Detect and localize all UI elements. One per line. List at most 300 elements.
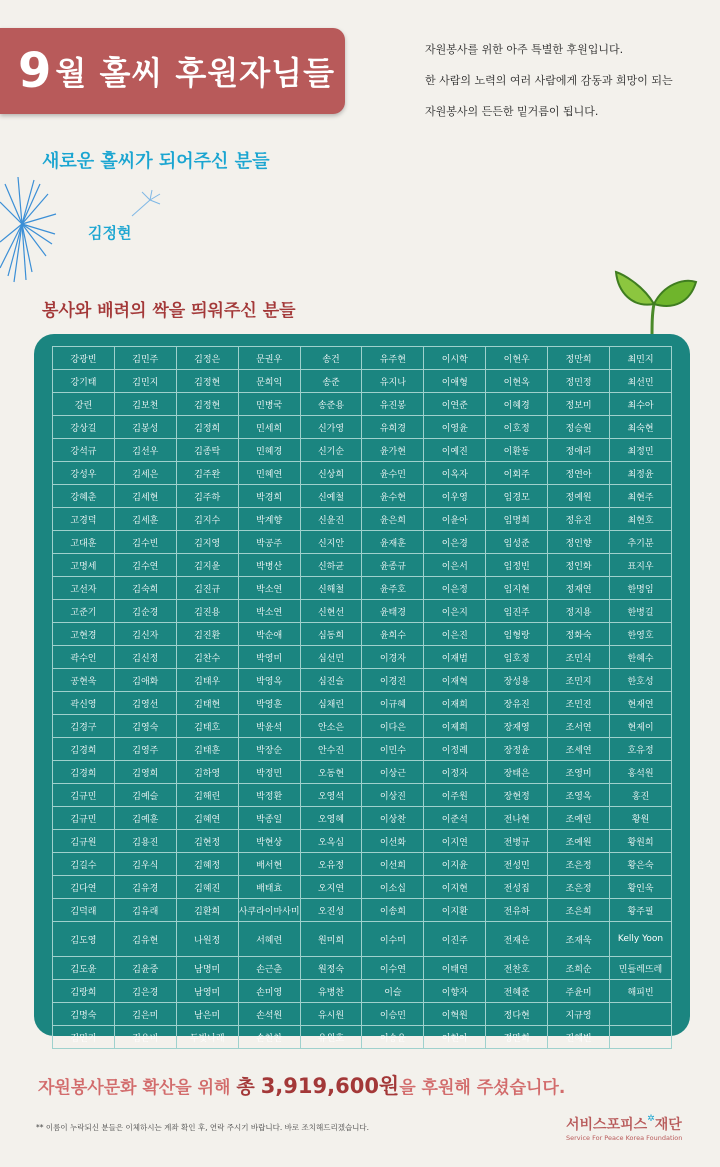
donor-name-cell: 조은정 <box>548 853 610 876</box>
donor-name-cell: 김경희 <box>53 761 115 784</box>
donor-name-cell: 신기순 <box>300 439 362 462</box>
donor-name-cell: 임정빈 <box>486 554 548 577</box>
donor-name-cell: 박현상 <box>238 830 300 853</box>
donor-name-cell: 이옥자 <box>424 462 486 485</box>
donor-name-cell: 김지수 <box>176 508 238 531</box>
donor-name-cell: 신가영 <box>300 416 362 439</box>
table-row <box>53 416 672 439</box>
donor-name-cell: 김영선 <box>114 692 176 715</box>
donor-name-cell: 조은정 <box>548 876 610 899</box>
donor-name-cell: 박영훈 <box>238 692 300 715</box>
donor-name-cell: 나원정 <box>176 922 238 957</box>
donor-name-cell: 김순경 <box>114 600 176 623</box>
intro-text <box>425 40 715 133</box>
donor-name-cell: 공현욱 <box>53 669 115 692</box>
donor-name-cell: 조희순 <box>548 957 610 980</box>
sprout-donors-heading: 봉사와 배려의 싹을 띄워주신 분들 <box>42 301 296 321</box>
donor-name-cell: 정승원 <box>548 416 610 439</box>
donor-name-cell: 이정자 <box>424 761 486 784</box>
donor-name-cell: 전병규 <box>486 830 548 853</box>
donor-name-cell: 김은경 <box>114 980 176 1003</box>
donor-name-cell: 박공주 <box>238 531 300 554</box>
donor-name-cell: 윤주호 <box>362 577 424 600</box>
new-donor-name: 김정현 <box>88 224 132 242</box>
table-row <box>53 957 672 980</box>
title-banner <box>0 28 345 114</box>
donor-name-cell: 이은지 <box>424 600 486 623</box>
logo-name: 서비스포피스 <box>566 1117 648 1133</box>
donor-name-cell: 김영주 <box>114 738 176 761</box>
donor-name-cell: 이혜경 <box>486 393 548 416</box>
donor-name-cell: 정민정 <box>548 370 610 393</box>
donor-name-cell: 신해철 <box>300 577 362 600</box>
donor-name-cell: 조예원 <box>548 830 610 853</box>
donor-name-cell: 조은희 <box>548 899 610 922</box>
donor-name-cell: 조민지 <box>548 669 610 692</box>
donor-name-cell <box>610 1003 672 1026</box>
donor-name-cell: 김진환 <box>176 623 238 646</box>
donor-name-cell: 손찬찬 <box>238 1026 300 1049</box>
donor-name-cell: 조민식 <box>548 646 610 669</box>
donor-name-cell: 문희익 <box>238 370 300 393</box>
table-row <box>53 600 672 623</box>
donor-name-cell: 김정희 <box>176 416 238 439</box>
donor-name-cell: 김정은 <box>176 347 238 370</box>
donor-name-cell: 정유진 <box>548 508 610 531</box>
donor-name-cell: 조세연 <box>548 738 610 761</box>
donor-name-cell: 정다현 <box>486 1003 548 1026</box>
donor-name-cell: 오지연 <box>300 876 362 899</box>
donor-name-cell: 이재혁 <box>424 669 486 692</box>
donor-name-cell: 김태현 <box>176 692 238 715</box>
donor-name-cell: 민혜연 <box>238 462 300 485</box>
donor-name-cell: 박종일 <box>238 807 300 830</box>
donor-name-cell: 오영혜 <box>300 807 362 830</box>
donor-name-cell: 이예진 <box>424 439 486 462</box>
donor-name-cell: 임진주 <box>486 600 548 623</box>
donor-name-cell: 장성용 <box>486 669 548 692</box>
donor-name-cell: 정만희 <box>548 347 610 370</box>
donor-name-cell: 이애형 <box>424 370 486 393</box>
total-emph: 총 <box>236 1076 255 1098</box>
donor-name-cell: 홍석원 <box>610 761 672 784</box>
table-row <box>53 393 672 416</box>
donor-name-cell: 신예철 <box>300 485 362 508</box>
donor-name-cell: 강혜춘 <box>53 485 115 508</box>
donor-name-cell: 주윤미 <box>548 980 610 1003</box>
donor-name-cell: 장현정 <box>486 784 548 807</box>
donor-name-cell: 이태연 <box>424 957 486 980</box>
donor-name-cell: 이현아 <box>424 1026 486 1049</box>
donor-name-cell: 이지연 <box>424 830 486 853</box>
donor-name-cell: 김길수 <box>53 853 115 876</box>
donor-name-table <box>52 346 672 1049</box>
donor-name-cell: 김선우 <box>114 439 176 462</box>
donor-name-cell: 임성준 <box>486 531 548 554</box>
donor-name-cell: 강광빈 <box>53 347 115 370</box>
donor-name-cell: 박소연 <box>238 577 300 600</box>
table-row <box>53 554 672 577</box>
donor-name-cell: 김수연 <box>114 554 176 577</box>
donor-name-cell: 김규원 <box>53 830 115 853</box>
donor-name-cell: 박윤석 <box>238 715 300 738</box>
donor-name-cell: 김민주 <box>114 347 176 370</box>
donor-name-cell: 박소연 <box>238 600 300 623</box>
donor-name-cell: 곽수인 <box>53 646 115 669</box>
donor-name-cell: 오진성 <box>300 899 362 922</box>
donor-name-cell: 이수연 <box>362 957 424 980</box>
donor-name-cell: Kelly Yoon <box>610 922 672 957</box>
table-row <box>53 439 672 462</box>
donor-name-cell: 이지윤 <box>424 853 486 876</box>
donor-name-cell: 이주원 <box>424 784 486 807</box>
donor-name-cell: 임형랑 <box>486 623 548 646</box>
donor-name-cell: 김정현 <box>176 393 238 416</box>
donor-name-cell: 이혁원 <box>424 1003 486 1026</box>
table-row <box>53 830 672 853</box>
donor-name-cell: 조영미 <box>548 761 610 784</box>
donor-name-cell: 이은경 <box>424 531 486 554</box>
donor-name-cell: 홍진 <box>610 784 672 807</box>
donor-name-cell: 김경희 <box>53 738 115 761</box>
donor-name-cell: 김도영 <box>53 922 115 957</box>
donor-name-cell: 호유정 <box>610 738 672 761</box>
donor-name-cell: 이호정 <box>486 416 548 439</box>
donor-name-cell: 고현경 <box>53 623 115 646</box>
intro-line-1: 자원봉사를 위한 아주 특별한 후원입니다. <box>425 43 624 56</box>
donor-name-cell: 조민진 <box>548 692 610 715</box>
donor-name-cell: 유병찬 <box>300 980 362 1003</box>
donor-name-cell: 이회주 <box>486 462 548 485</box>
donor-name-cell: 심채린 <box>300 692 362 715</box>
donor-name-cell: 문권우 <box>238 347 300 370</box>
donor-name-cell: 황원 <box>610 807 672 830</box>
donor-name-cell: 황주필 <box>610 899 672 922</box>
donor-name-cell: 김규민 <box>53 784 115 807</box>
donor-name-cell: 유원호 <box>300 1026 362 1049</box>
donor-name-cell: 김민지 <box>114 370 176 393</box>
donor-name-cell: 윤가현 <box>362 439 424 462</box>
donor-name-cell: 김해린 <box>176 784 238 807</box>
donor-name-cell: 배서현 <box>238 853 300 876</box>
donor-name-cell: 이현옥 <box>486 370 548 393</box>
donor-name-cell: 이상찬 <box>362 807 424 830</box>
new-donors-heading: 새로운 홀씨가 되어주신 분들 <box>42 151 270 172</box>
donor-name-cell: 한혜수 <box>610 646 672 669</box>
donor-name-cell: 신현선 <box>300 600 362 623</box>
donor-name-cell: 송준용 <box>300 393 362 416</box>
donor-name-cell: 유지나 <box>362 370 424 393</box>
donor-name-cell: 이선희 <box>362 853 424 876</box>
donor-name-cell: 윤은희 <box>362 508 424 531</box>
donor-name-cell: 유시원 <box>300 1003 362 1026</box>
donor-name-cell: 유주현 <box>362 347 424 370</box>
donor-name-cell: 안소은 <box>300 715 362 738</box>
table-row <box>53 922 672 957</box>
total-donation-text <box>38 1070 565 1100</box>
total-amount: 3,919,600원 <box>260 1074 400 1098</box>
donor-name-cell: 최현호 <box>610 508 672 531</box>
donor-name-cell: 오옥심 <box>300 830 362 853</box>
donor-name-cell: 오영석 <box>300 784 362 807</box>
donor-name-cell: 이향자 <box>424 980 486 1003</box>
donor-name-cell: 신윤진 <box>300 508 362 531</box>
donor-name-cell: 황은숙 <box>610 853 672 876</box>
donor-name-cell: 현재연 <box>610 692 672 715</box>
intro-line-2: 한 사람의 노력의 여러 사람에게 감동과 희망이 되는 <box>425 74 673 87</box>
donor-name-cell: 정만희 <box>486 1026 548 1049</box>
donor-name-cell: 이지환 <box>424 899 486 922</box>
donor-name-cell: 유희경 <box>362 416 424 439</box>
table-row <box>53 807 672 830</box>
donor-name-cell: 김유경 <box>114 876 176 899</box>
total-prefix: 자원봉사문화 확산을 위해 <box>38 1078 231 1098</box>
donor-name-cell: 이진주 <box>424 922 486 957</box>
donor-name-cell: 박장순 <box>238 738 300 761</box>
donor-name-cell: 남은미 <box>176 1003 238 1026</box>
donor-name-cell: 고경덕 <box>53 508 115 531</box>
donor-name-cell: 한영호 <box>610 623 672 646</box>
donor-name-cell: 심동희 <box>300 623 362 646</box>
donor-name-cell: 이우영 <box>424 485 486 508</box>
donor-name-cell: 김혜진 <box>176 876 238 899</box>
donor-name-cell: 사쿠라이마사미 <box>238 899 300 922</box>
donor-name-cell: 정애리 <box>548 439 610 462</box>
donor-name-cell: 최선민 <box>610 370 672 393</box>
table-row <box>53 692 672 715</box>
donor-name-cell: 이선화 <box>362 830 424 853</box>
table-row <box>53 531 672 554</box>
donor-name-cell: 오동현 <box>300 761 362 784</box>
donor-name-cell: 정인화 <box>548 554 610 577</box>
donor-name-cell: 이재희 <box>424 692 486 715</box>
donor-name-cell: 전혜준 <box>486 980 548 1003</box>
foundation-logo <box>566 1114 682 1142</box>
donor-name-cell: 정연아 <box>548 462 610 485</box>
donor-name-cell: 김진용 <box>176 600 238 623</box>
donor-name-cell: 남영미 <box>176 980 238 1003</box>
donor-name-cell: 윤재훈 <box>362 531 424 554</box>
donor-name-cell: 서혜련 <box>238 922 300 957</box>
table-row <box>53 1003 672 1026</box>
donor-name-cell: 표지우 <box>610 554 672 577</box>
donor-name-cell: 김명숙 <box>53 1003 115 1026</box>
sprout-icon <box>612 264 702 344</box>
donor-name-cell: 박정민 <box>238 761 300 784</box>
donor-name-cell: 김신자 <box>114 623 176 646</box>
table-row <box>53 738 672 761</box>
donor-name-cell: 김주하 <box>176 485 238 508</box>
donor-name-cell: 이수미 <box>362 922 424 957</box>
donor-name-cell: 이현우 <box>486 347 548 370</box>
footnote: ** 이름이 누락되신 분들은 이체하시는 계좌 확인 후, 연락 주시기 바랍니다. 바로 조치해드리겠습니다. <box>36 1123 370 1132</box>
donor-name-cell: 송준 <box>300 370 362 393</box>
donor-name-cell: 진혜빈 <box>548 1026 610 1049</box>
donor-name-cell: 이민수 <box>362 738 424 761</box>
donor-name-cell: 정예원 <box>548 485 610 508</box>
donor-name-cell: 김보천 <box>114 393 176 416</box>
donor-name-cell: 최정윤 <box>610 462 672 485</box>
donor-name-cell: 이송희 <box>362 899 424 922</box>
donor-name-cell: 김주완 <box>176 462 238 485</box>
donor-name-cell: 김예훈 <box>114 807 176 830</box>
donor-name-cell: 박영미 <box>238 646 300 669</box>
donor-name-cell: 이은진 <box>424 623 486 646</box>
donor-name-cell: 이윤아 <box>424 508 486 531</box>
table-row <box>53 508 672 531</box>
donor-name-cell: 한호성 <box>610 669 672 692</box>
donor-name-cell: 윤수민 <box>362 462 424 485</box>
donor-name-cell: 박병산 <box>238 554 300 577</box>
donor-name-cell: 김유래 <box>114 899 176 922</box>
donor-name-cell: 김은비 <box>114 1026 176 1049</box>
donor-name-cell: 이시학 <box>424 347 486 370</box>
donor-name-cell: 김유현 <box>114 922 176 957</box>
donor-name-cell: 김숙희 <box>114 577 176 600</box>
donor-name-cell: 이연준 <box>424 393 486 416</box>
donor-name-cell: 조영옥 <box>548 784 610 807</box>
donor-name-cell: 이상진 <box>362 784 424 807</box>
donor-name-cell: 정보미 <box>548 393 610 416</box>
donor-name-cell: 윤수현 <box>362 485 424 508</box>
donor-name-cell: 김예슬 <box>114 784 176 807</box>
donor-name-cell: 박계향 <box>238 508 300 531</box>
donor-name-cell: 김태우 <box>176 669 238 692</box>
donor-name-cell: 김봉성 <box>114 416 176 439</box>
table-row <box>53 370 672 393</box>
donor-name-cell: 한명임 <box>610 577 672 600</box>
donor-name-cell: 강상길 <box>53 416 115 439</box>
donor-name-cell: 정재연 <box>548 577 610 600</box>
donor-name-cell: 이경자 <box>362 646 424 669</box>
donor-name-cell: 두빛나래 <box>176 1026 238 1049</box>
donor-name-cell: 조서연 <box>548 715 610 738</box>
table-row <box>53 899 672 922</box>
logo-suffix: 재단 <box>654 1117 682 1133</box>
donor-name-cell: 장유진 <box>486 692 548 715</box>
donor-name-cell: 임지현 <box>486 577 548 600</box>
donor-name-cell: 김경구 <box>53 715 115 738</box>
donor-name-cell: 원정숙 <box>300 957 362 980</box>
donor-name-cell: 지규영 <box>548 1003 610 1026</box>
donor-name-cell: 이재범 <box>424 646 486 669</box>
donor-name-cell: 박순애 <box>238 623 300 646</box>
donor-name-cell: 김영숙 <box>114 715 176 738</box>
table-row <box>53 784 672 807</box>
table-row <box>53 761 672 784</box>
donor-name-cell: 손석원 <box>238 1003 300 1026</box>
donor-name-cell: 배태효 <box>238 876 300 899</box>
donor-name-cell: 최숙현 <box>610 416 672 439</box>
donor-name-cell: 곽신영 <box>53 692 115 715</box>
donor-name-cell: 이승윤 <box>362 1026 424 1049</box>
donor-name-cell: 이지현 <box>424 876 486 899</box>
donor-name-cell: 민세희 <box>238 416 300 439</box>
donor-name-cell: 원미희 <box>300 922 362 957</box>
donor-table-panel <box>34 334 690 1044</box>
donor-name-cell: 이상근 <box>362 761 424 784</box>
donor-name-cell: 이승민 <box>362 1003 424 1026</box>
donor-name-cell: 김신정 <box>114 646 176 669</box>
donor-name-cell: 이정례 <box>424 738 486 761</box>
donor-name-cell: 고대훈 <box>53 531 115 554</box>
title-month-number: 9 <box>18 43 52 99</box>
table-row <box>53 876 672 899</box>
table-row <box>53 1026 672 1049</box>
donor-name-cell: 고선자 <box>53 577 115 600</box>
donor-name-cell: 김민기 <box>53 1026 115 1049</box>
table-row <box>53 980 672 1003</box>
donor-name-cell: 강성우 <box>53 462 115 485</box>
donor-name-cell: 고명세 <box>53 554 115 577</box>
donor-name-cell: 조재욱 <box>548 922 610 957</box>
donor-name-cell: 김지영 <box>176 531 238 554</box>
donor-name-cell: 심진슬 <box>300 669 362 692</box>
table-row <box>53 485 672 508</box>
donor-name-cell: 최정민 <box>610 439 672 462</box>
donor-name-cell: 유진봉 <box>362 393 424 416</box>
donor-name-cell: 장재영 <box>486 715 548 738</box>
intro-line-3: 자원봉사의 든든한 밑거름이 됩니다. <box>425 105 599 118</box>
donor-name-cell: 김애화 <box>114 669 176 692</box>
donor-name-cell: 황인욱 <box>610 876 672 899</box>
donor-name-cell: 임호정 <box>486 646 548 669</box>
donor-name-cell: 이은정 <box>424 577 486 600</box>
donor-name-cell: 추기분 <box>610 531 672 554</box>
donor-name-cell: 현제이 <box>610 715 672 738</box>
donor-name-cell: 김은미 <box>114 1003 176 1026</box>
donor-name-cell: 최현주 <box>610 485 672 508</box>
donor-name-cell: 이슬 <box>362 980 424 1003</box>
donor-name-cell: 김태훈 <box>176 738 238 761</box>
donor-name-cell: 전성집 <box>486 876 548 899</box>
donor-name-cell: 이규혜 <box>362 692 424 715</box>
table-row <box>53 715 672 738</box>
donor-name-cell: 최수아 <box>610 393 672 416</box>
donor-name-cell: 김세훈 <box>114 508 176 531</box>
donor-name-cell: 김진규 <box>176 577 238 600</box>
title-text: 월 홀씨 후원자님들 <box>55 54 335 92</box>
donor-name-cell: 박정환 <box>238 784 300 807</box>
donor-name-cell: 김세은 <box>114 462 176 485</box>
donor-name-cell: 민병국 <box>238 393 300 416</box>
donor-name-cell: 이환동 <box>486 439 548 462</box>
donor-name-cell: 김정현 <box>176 370 238 393</box>
donor-name-cell: 김지윤 <box>176 554 238 577</box>
donor-name-cell <box>610 1026 672 1049</box>
donor-name-cell: 이영윤 <box>424 416 486 439</box>
donor-name-cell: 이소십 <box>362 876 424 899</box>
donor-name-cell: 송건 <box>300 347 362 370</box>
donor-name-cell: 김랑희 <box>53 980 115 1003</box>
donor-name-cell: 한병길 <box>610 600 672 623</box>
donor-name-cell: 이다은 <box>362 715 424 738</box>
donor-name-cell: 윤희수 <box>362 623 424 646</box>
donor-name-cell: 김혜정 <box>176 853 238 876</box>
table-row <box>53 669 672 692</box>
donor-name-cell: 김영희 <box>114 761 176 784</box>
table-row <box>53 462 672 485</box>
table-row <box>53 577 672 600</box>
donor-name-cell: 조예린 <box>548 807 610 830</box>
donor-name-cell: 김윤중 <box>114 957 176 980</box>
table-row <box>53 646 672 669</box>
donor-name-cell: 강기태 <box>53 370 115 393</box>
donor-name-cell: 윤종규 <box>362 554 424 577</box>
donor-name-cell: 신하균 <box>300 554 362 577</box>
donor-name-cell: 김도윤 <box>53 957 115 980</box>
donor-name-cell: 박영옥 <box>238 669 300 692</box>
